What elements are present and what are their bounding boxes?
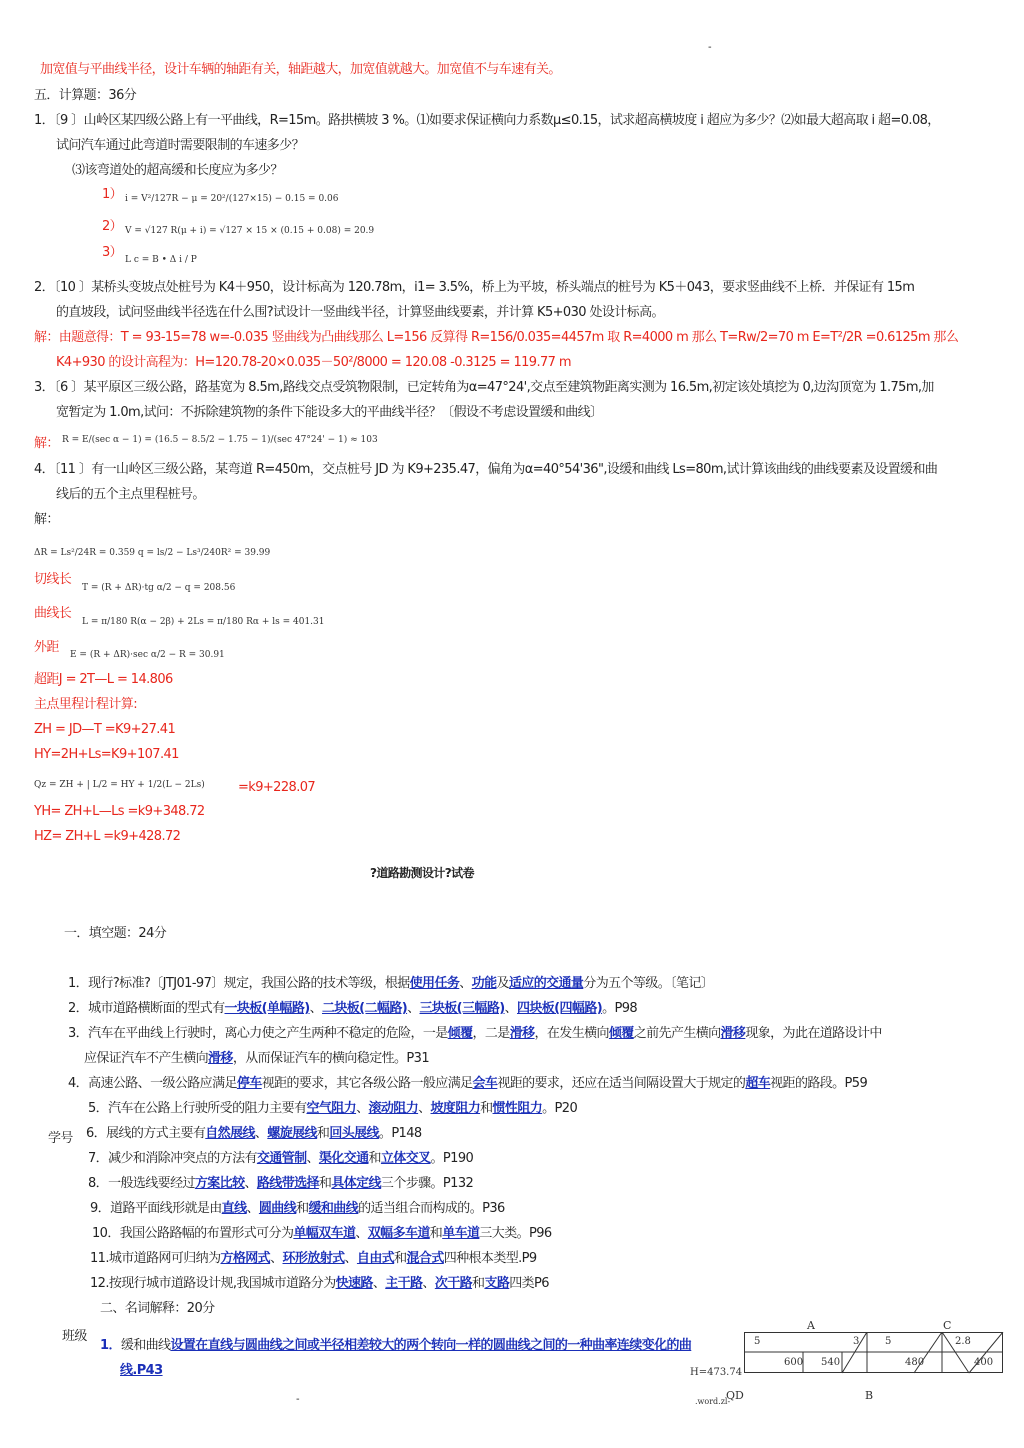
question-4-line1: 4．〔11 〕有一山岭区三级公路，某弯道 R=450m，交点桩号 JD 为 K9+235.47，偏角为α=40°54'36",设缓和曲线 Ls=80m,试计算该曲线的曲线要素及设置缓和曲 <box>34 462 938 477</box>
fill-text: 10．我国公路路幅的布置形式可分为 <box>92 1226 294 1241</box>
fill-text: 11.城市道路网可归纳为 <box>90 1251 221 1266</box>
question-2-line1: 2．〔10 〕某桥头变坡点处桩号为 K4＋950，设计标高为 120.78m，i1= 3.5%，桥上为平坡，桥头端点的桩号为 K5＋043，要求竖曲线不上桥．并保证有 15m <box>34 280 915 295</box>
fill-answer: 自由式 <box>356 1251 395 1266</box>
question-3-line2: 宽暂定为 1.0m,试问：不拆除建筑物的条件下能设多大的平曲线半径？〔假设不考虑设置缓和曲线〕 <box>56 405 603 420</box>
diagram-top-1: 5 <box>754 1336 761 1347</box>
diagram-bottom-2: 540 <box>821 1357 841 1368</box>
hz-station: HZ= ZH+L =k9+428.72 <box>34 829 181 844</box>
section1-title: 一．填空题：24分 <box>64 926 167 941</box>
definition-1-line2: 线.P43 <box>120 1363 163 1378</box>
diagram-h-label: H=473.74 <box>690 1367 743 1378</box>
fill-text: 2．城市道路横断面的型式有 <box>68 1001 225 1016</box>
fill-text: 、 <box>355 1226 368 1241</box>
fill-answer: 缓和曲线 <box>308 1201 359 1216</box>
fill-answer: 三块板(三幅路) <box>419 1001 505 1016</box>
question-1-line2: 试问汽车通过此弯道时需要限制的车速多少？ <box>56 138 305 153</box>
fill-text: 视距的路段。P59 <box>770 1076 868 1091</box>
fill-item <box>68 1076 867 1092</box>
question-2-line2: 的直坡段，试问竖曲线半径选在什么围?试设计一竖曲线半径，计算竖曲线要素，并计算 K5+030 处设计标高。 <box>56 305 664 320</box>
diagram-top-2: 3 <box>853 1336 860 1347</box>
question-1-line1: 1．〔9 〕山岭区某四级公路上有一平曲线，R=15m。路拱横坡 3 %。⑴如要求保证横向力系数μ≤0.15，试求超高横坡度 i 超应为多少？⑵如最大超高取 i 超=0.08， <box>34 113 940 128</box>
footer-word-mark: .word.zl- <box>695 1397 731 1406</box>
diagram-bottom-3: 480 <box>905 1357 925 1368</box>
answer-1-formula: i = V²/127R − μ = 20²/(127×15) − 0.15 = 0.06 <box>125 194 339 204</box>
fill-item <box>88 1176 473 1192</box>
student-number-label: 学号 <box>48 1131 73 1146</box>
fill-answer: 次干路 <box>434 1276 473 1291</box>
question-1-line3: ⑶该弯道处的超高缓和长度应为多少？ <box>72 163 283 178</box>
fill-answer: 使用任务 <box>409 976 460 991</box>
fill-text: 及 <box>496 976 509 991</box>
fill-text: 四种根本类型.P9 <box>443 1251 537 1266</box>
question-3-line1: 3．〔6 〕某平原区三级公路，路基宽为 8.5m,路线交点受筑物限制，已定转角为α=47°24',交点至建筑物距离实测为 16.5m,初定该处填挖为 0,边沟顶宽为 1.75m,加 <box>34 380 934 395</box>
fill-text: 、 <box>344 1251 357 1266</box>
diagram-bottom-4: 400 <box>974 1357 994 1368</box>
class-label: 班级 <box>62 1329 87 1344</box>
fill-text: 和 <box>318 1176 332 1191</box>
diagram-top-3: 5 <box>885 1336 892 1347</box>
fill-answer: 会车 <box>472 1076 498 1091</box>
exam-title: ?道路勘测设计?试卷 <box>370 866 474 880</box>
fill-item <box>88 1101 577 1117</box>
fill-answer: 方案比较 <box>194 1176 245 1191</box>
fill-answer: 超车 <box>745 1076 771 1091</box>
fill-text: 和 <box>316 1126 330 1141</box>
question-4-line2: 线后的五个主点里程桩号。 <box>56 487 205 502</box>
diagram-label-b: B <box>865 1389 874 1402</box>
fill-answer: 快速路 <box>335 1276 373 1291</box>
hy-station: HY=2H+Ls=K9+107.41 <box>34 747 179 762</box>
fill-text: 9．道路平面线形就是由 <box>90 1201 222 1216</box>
fill-text: 、 <box>459 976 472 991</box>
fill-text: 、 <box>254 1126 268 1141</box>
answer-q3-label: 解： <box>34 436 59 451</box>
fill-answer: 圆曲线 <box>258 1201 297 1216</box>
fill-answer: 滑移 <box>720 1026 746 1041</box>
fill-text: 应保证汽车不产生横向 <box>84 1051 209 1066</box>
diagram-bottom-1: 600 <box>784 1357 804 1368</box>
fill-answer: 螺旋展线 <box>267 1126 317 1141</box>
fill-text: 。P20 <box>542 1101 578 1116</box>
fill-answer: 四块板(四幅路) <box>516 1001 603 1016</box>
footer-mark: - <box>296 1394 300 1405</box>
fill-answer: 惯性阻力 <box>492 1101 543 1116</box>
fill-answer: 立体交叉 <box>380 1151 431 1166</box>
fill-text: 四类P6 <box>509 1276 549 1291</box>
fill-text: ，从而保证汽车的横向稳定性。P31 <box>232 1051 430 1066</box>
fill-text: 和 <box>429 1226 443 1241</box>
qz-formula: Qz = ZH + | L/2 = HY + 1/2(L − 2Ls) <box>34 780 205 790</box>
section2-title: 二、名词解释：20分 <box>100 1301 215 1316</box>
fill-text: 。P148 <box>378 1126 422 1141</box>
fill-item <box>90 1201 505 1217</box>
fill-text: 7．减少和消除冲突点的方法有 <box>88 1151 257 1166</box>
fill-text: 。P190 <box>430 1151 474 1166</box>
note-red: 加宽值与平曲线半径，设计车辆的轴距有关，轴距越大，加宽值就越大。加宽值不与车速有关。 <box>40 62 561 77</box>
fill-answer: 一块板(单幅路) <box>224 1001 310 1016</box>
fill-text: 和 <box>368 1151 381 1166</box>
fill-text: 。P98 <box>602 1001 638 1016</box>
fill-text: 和 <box>296 1201 309 1216</box>
fill-item <box>84 1051 429 1067</box>
fill-text: 、 <box>246 1201 259 1216</box>
fill-text: 6．展线的方式主要有 <box>86 1126 206 1141</box>
formula-external: E = (R + ΔR)·sec α/2 − R = 30.91 <box>70 650 225 660</box>
diagram-label-c: C <box>943 1319 952 1332</box>
diagram-top-4: 2.8 <box>955 1336 971 1347</box>
fill-answer: 自然展线 <box>205 1126 255 1141</box>
fill-text: 、 <box>372 1276 386 1291</box>
fill-text: 、 <box>306 1151 319 1166</box>
fill-text: 之前先产生横向 <box>633 1026 721 1041</box>
curve-length-label: 曲线长 <box>34 606 72 621</box>
fill-answer: 二块板(二幅路) <box>321 1001 408 1016</box>
fill-item <box>68 976 713 992</box>
yh-station: YH= ZH+L—Ls =k9+348.72 <box>34 804 205 819</box>
fill-answer: 适应的交通量 <box>508 976 584 991</box>
header-mark: - <box>708 42 712 53</box>
fill-text: 、 <box>504 1001 517 1016</box>
overdistance-j: 超距J = 2T—L = 14.806 <box>34 672 173 687</box>
fill-answer: 倾覆 <box>447 1026 473 1041</box>
fill-text: 、 <box>244 1176 257 1191</box>
fill-text: 8．一般选线要经过 <box>88 1176 195 1191</box>
zh-station: ZH = JD—T =K9+27.41 <box>34 722 176 737</box>
fill-text: 、 <box>418 1101 431 1116</box>
tangent-length-label: 切线长 <box>34 572 72 587</box>
main-points-title: 主点里程计程计算: <box>34 697 137 712</box>
section-title: 五．计算题：36分 <box>34 88 137 103</box>
fill-text: 三个步骤。P132 <box>380 1176 474 1191</box>
answer-q2-line2: K4+930 的设计高程为：H=120.78-20×0.035－50²/8000 = 120.08 -0.3125 = 119.77 m <box>56 355 571 370</box>
answer-2-label: 2） <box>102 219 123 234</box>
fill-item <box>90 1276 549 1292</box>
definition-1-line1 <box>100 1338 691 1354</box>
fill-text: ，在发生横向 <box>534 1026 609 1041</box>
fill-answer: 停车 <box>236 1076 262 1091</box>
formula-tangent: T = (R + ΔR)·tg α/2 − q = 208.56 <box>82 583 236 593</box>
fill-answer: 滑移 <box>509 1026 535 1041</box>
fill-text: 1．现行?标准?〔JTJ01-97〕规定，我国公路的技术等级，根据 <box>68 976 410 991</box>
fill-text: 分为五个等级。〔笔记〕 <box>583 976 714 991</box>
answer-3-formula: L c = B • Δ i / P <box>125 255 197 265</box>
fill-answer: 直线 <box>221 1201 247 1216</box>
fill-item <box>90 1251 537 1267</box>
definition-1-number: 1． <box>100 1338 121 1353</box>
fill-item <box>68 1001 637 1017</box>
fill-text: 4．高速公路、一级公路应满足 <box>68 1076 237 1091</box>
definition-1-term: 缓和曲线 <box>120 1338 171 1353</box>
fill-item <box>68 1026 882 1042</box>
fill-text: 3．汽车在平曲线上行驶时，离心力使之产生两种不稳定的危险，一是 <box>68 1026 448 1041</box>
fill-answer: 渠化交通 <box>318 1151 369 1166</box>
fill-text: 12.按现行城市道路设计规,我国城市道路分为 <box>90 1276 336 1291</box>
fill-answer: 倾覆 <box>608 1026 634 1041</box>
fill-text: 、 <box>407 1001 420 1016</box>
fill-item <box>86 1126 422 1142</box>
fill-text: 和 <box>472 1276 485 1291</box>
fill-text: 视距的要求，其它各级公路一般应满足 <box>261 1076 473 1091</box>
fill-item <box>88 1151 473 1167</box>
fill-text: 视距的要求，还应在适当间隔设置大于规定的 <box>497 1076 746 1091</box>
answer-q4-label: 解： <box>34 512 59 527</box>
answer-q3-formula: R = E/(sec α − 1) = (16.5 − 8.5/2 − 1.75 − 1)/(sec 47°24' − 1) ≈ 103 <box>62 435 378 445</box>
diagram-label-qd: QD <box>726 1389 744 1402</box>
fill-answer: 功能 <box>471 976 497 991</box>
fill-answer: 单车道 <box>442 1226 480 1241</box>
fill-text: 5．汽车在公路上行驶所受的阻力主要有 <box>88 1101 307 1116</box>
fill-answer: 空气阻力 <box>306 1101 357 1116</box>
fill-answer: 滑移 <box>208 1051 233 1066</box>
answer-2-formula: V = √127 R(μ + i) = √127 × 15 × (0.15 + 0.08) = 20.9 <box>125 226 375 236</box>
fill-answer: 具体定线 <box>331 1176 381 1191</box>
formula-delta-r: ΔR = Ls²/24R = 0.359 q = ls/2 − Ls³/240R² = 39.99 <box>34 548 271 558</box>
answer-1-label: 1） <box>102 187 123 202</box>
fill-text: 、 <box>270 1251 283 1266</box>
fill-text: 和 <box>480 1101 493 1116</box>
fill-answer: 坡度阻力 <box>430 1101 481 1116</box>
fill-answer: 回头展线 <box>329 1126 379 1141</box>
definition-1-text: 设置在直线与圆曲线之间或半径相差较大的两个转向一样的圆曲线之间的一种曲率连续变化的曲 <box>170 1338 692 1353</box>
fill-text: 三大类。P96 <box>479 1226 552 1241</box>
fill-answer: 滚动阻力 <box>368 1101 419 1116</box>
fill-text: 、 <box>309 1001 322 1016</box>
fill-item <box>92 1226 552 1242</box>
qz-station: =k9+228.07 <box>238 780 316 795</box>
formula-curve-length: L = π/180 R(α − 2β) + 2Ls = π/180 Rα + ls = 401.31 <box>82 617 325 627</box>
fill-text: 的适当组合而构成的。P36 <box>358 1201 505 1216</box>
fill-answer: 混合式 <box>406 1251 444 1266</box>
fill-answer: 双幅多车道 <box>367 1226 430 1241</box>
fill-text: 现象，为此在道路设计中 <box>745 1026 882 1041</box>
external-distance-label: 外距 <box>34 640 59 655</box>
fill-answer: 交通管制 <box>256 1151 307 1166</box>
fill-text: ，二是 <box>472 1026 510 1041</box>
fill-answer: 环形放射式 <box>282 1251 345 1266</box>
fill-answer: 方格网式 <box>220 1251 271 1266</box>
fill-answer: 路线带选择 <box>256 1176 319 1191</box>
answer-3-label: 3） <box>102 245 123 260</box>
fill-text: 、 <box>422 1276 435 1291</box>
fill-text: 、 <box>356 1101 369 1116</box>
fill-text: 和 <box>394 1251 407 1266</box>
fill-answer: 支路 <box>484 1276 510 1291</box>
fill-answer: 主干路 <box>385 1276 423 1291</box>
fill-answer: 单幅双车道 <box>293 1226 356 1241</box>
diagram-label-a: A <box>807 1319 815 1332</box>
answer-q2-line1: 解：由题意得：T = 93-15=78 w=-0.035 竖曲线为凸曲线那么 L=156 反算得 R=156/0.035=4457m 取 R=4000 m 那么 T=Rw/2=70 m E=T²/2R =0.6125m 那么 <box>34 330 959 345</box>
